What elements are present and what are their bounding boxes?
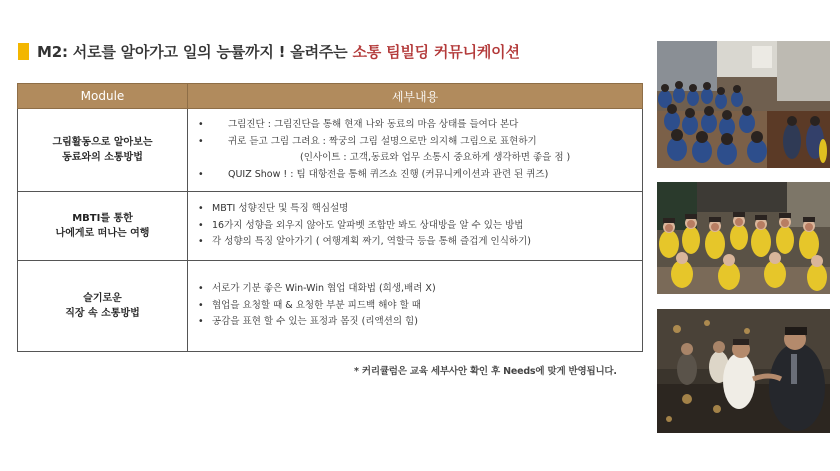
module-table bbox=[17, 83, 643, 352]
detail-item: • 협업을 요청할 때 & 요청한 부분 피드백 해야 할 때 bbox=[196, 298, 634, 315]
detail-cell bbox=[188, 261, 643, 352]
detail-item: • 서로가 기분 좋은 Win-Win 협업 대화법 (희생,배려 X) bbox=[196, 281, 634, 298]
detail-list bbox=[196, 117, 634, 183]
detail-item: • 공감을 표현 할 수 있는 표정과 몸짓 (리액션의 힘) bbox=[196, 314, 634, 331]
col-header-module: Module bbox=[18, 84, 188, 109]
module-name-line: 슬기로운 bbox=[83, 293, 122, 304]
module-name-line: 그림활동으로 알아보는 bbox=[52, 137, 153, 148]
title-highlight: 소통 팀빌딩 커뮤니케이션 bbox=[352, 43, 520, 61]
module-name-line: 직장 속 소통방법 bbox=[65, 308, 140, 319]
detail-list bbox=[196, 201, 634, 251]
module-cell bbox=[18, 192, 188, 261]
detail-item: • 16가지 성향을 외우지 않아도 알파벳 조합만 봐도 상대방을 알 수 있는 방법 bbox=[196, 218, 634, 235]
module-name-line: MBTI를 통한 bbox=[72, 213, 133, 224]
detail-cell bbox=[188, 109, 643, 192]
table-header-row bbox=[18, 84, 643, 109]
title-prefix: M2: 서로를 알아가고 일의 능률까지 ! 올려주는 bbox=[37, 43, 353, 61]
detail-item: • 그림진단 : 그림진단을 통해 현재 나와 동료의 마음 상태를 들여다 본다 bbox=[196, 117, 634, 134]
detail-item: • 각 성향의 특징 알아가기 ( 여행계획 짜기, 역할극 등을 통해 즐겁게 인식하기) bbox=[196, 234, 634, 251]
detail-item-sub: (인사이트 : 고객,동료와 업무 소통시 중요하게 생각하면 좋을 점 ) bbox=[300, 152, 571, 163]
module-cell bbox=[18, 261, 188, 352]
table-row bbox=[18, 192, 643, 261]
detail-list bbox=[196, 281, 634, 331]
col-header-detail: 세부내용 bbox=[188, 84, 643, 109]
detail-item: • QUIZ Show ! : 팀 대항전을 통해 퀴즈쇼 진행 (커뮤니케이션과 관련 된 퀴즈) bbox=[196, 167, 634, 184]
photo-seminar-audience bbox=[657, 41, 830, 168]
module-name-line: 나에게로 떠나는 여행 bbox=[55, 228, 150, 239]
page-title bbox=[37, 41, 520, 62]
table-row bbox=[18, 261, 643, 352]
title-accent-bar bbox=[18, 43, 29, 60]
module-cell bbox=[18, 109, 188, 192]
table-row bbox=[18, 109, 643, 192]
photo-yellow-vest-activity bbox=[657, 182, 830, 294]
detail-cell bbox=[188, 192, 643, 261]
photo-handshake-event bbox=[657, 309, 830, 433]
detail-item: • 귀로 듣고 그림 그려요 : 짝궁의 그림 설명으로만 의지해 그림으로 표현하기 bbox=[196, 134, 634, 151]
module-name-line: 동료와의 소통방법 bbox=[62, 152, 143, 163]
curriculum-note: * 커리큘럼은 교육 세부사안 확인 후 Needs에 맞게 반영됩니다. bbox=[354, 366, 617, 377]
detail-item: • MBTI 성향진단 및 특징 핵심설명 bbox=[196, 201, 634, 218]
